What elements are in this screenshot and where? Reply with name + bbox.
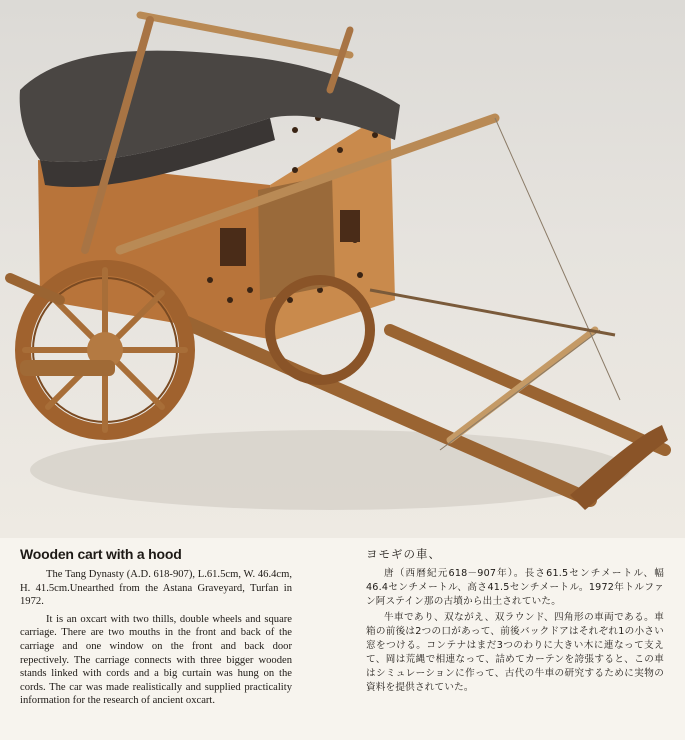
- english-details: The Tang Dynasty (A.D. 618-907), L.61.5cm, W. 46.4cm, H. 41.5cm.Unearthed from the Astana Graveyard, Turfan in 1972.: [20, 569, 292, 608]
- english-title: Wooden cart with a hood: [20, 546, 182, 562]
- japanese-caption: [366, 546, 664, 697]
- english-description: It is an oxcart with two thills, double wheels and square carriage. There are two mouths in the front and back of the carriage and one window on the front and back door repectively. The carriage connects with three bigger wooden stands linked with cords and a big curtain was hung on the cords. The car was made realistically and supplied practicality information for the research of ancient oxcart.: [20, 613, 292, 707]
- english-caption: [20, 546, 292, 712]
- japanese-title: ヨモギの車、: [366, 547, 441, 561]
- japanese-details: 唐（西暦紀元618－907年）。長さ61.5センチメートル、幅46.4センチメートル、高さ41.5センチメートル。1972年トルファン阿ステイン那の古墳から出土されていた。: [366, 568, 664, 607]
- japanese-description: 牛車であり、双ながえ、双ラウンド、四角形の車両である。車箱の前後は2つの口があって、前後バックドアはそれぞれ1の小さい窓をつける。コンテナはまだ3つのわりに大きい木に連なって支えて、岡は荒縄で相連なって、詰めてカーテンを誇張すると、この車はシミュレーションに作って、古代の牛車の研究するために実物の資料を提供されていた。: [366, 612, 664, 693]
